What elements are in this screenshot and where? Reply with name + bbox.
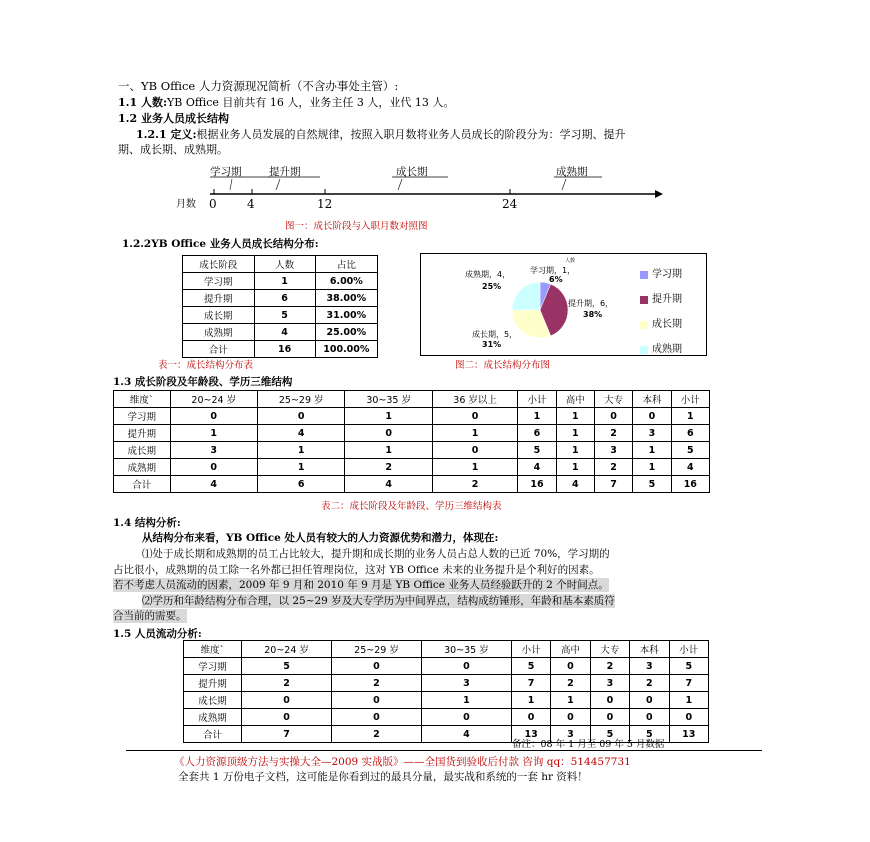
table-row bbox=[114, 425, 710, 442]
table-cell: 5 bbox=[590, 726, 629, 743]
table-cell: 2 bbox=[332, 675, 422, 692]
table-cell: 1 bbox=[551, 692, 590, 709]
section-1-2-1 bbox=[136, 128, 626, 142]
legend-swatch bbox=[640, 346, 648, 354]
table-cell: 1 bbox=[633, 459, 671, 476]
analysis-p1-line2: 占比很小，成熟期的员工除一名外都已担任管理岗位，这对 YB Office 未来的业务提升是个利好的因素。 bbox=[113, 564, 600, 576]
table-cell: 0 bbox=[332, 658, 422, 675]
footer-divider bbox=[126, 750, 762, 751]
table-cell: 4 bbox=[671, 459, 709, 476]
section-1-2-1-label: 1.2.1 定义: bbox=[136, 128, 197, 141]
pie-slice-3 bbox=[512, 282, 540, 310]
table-header-cell: 维度` bbox=[184, 641, 242, 658]
table-row bbox=[183, 273, 378, 290]
analysis-p1-line3: 若不考虑人员流动的因素，2009 年 9 月和 2010 年 9 月是 YB Office 业务人员经验跃升的 2 个时间点。 bbox=[113, 579, 609, 591]
table-row bbox=[184, 692, 709, 709]
table-1-caption: 表一：成长结构分布表 bbox=[158, 360, 254, 371]
table-cell: 4 bbox=[254, 324, 315, 341]
table-cell: 学习期 bbox=[184, 658, 242, 675]
section-1-2-1-text: 根据业务人员发展的自然规律，按照入职月数将业务人员成长的阶段分为：学习期、提升 bbox=[196, 128, 626, 141]
table-cell: 16 bbox=[254, 341, 315, 358]
table-cell: 1 bbox=[432, 425, 517, 442]
table-cell: 13 bbox=[669, 726, 709, 743]
table-cell: 1 bbox=[556, 408, 594, 425]
table-cell: 0 bbox=[432, 408, 517, 425]
timeline-stage-promote: 提升期 bbox=[269, 166, 301, 178]
pie-pct-study: 6% bbox=[549, 275, 563, 284]
footer-description: 全套共 1 万份电子文档，这可能是你看到过的最具分量，最实战和系统的一套 hr 资料！ bbox=[178, 771, 588, 783]
timeline-tick-label: 12 bbox=[317, 197, 333, 211]
table-cell: 0 bbox=[421, 709, 511, 726]
table-cell: 0 bbox=[590, 709, 629, 726]
table-cell: 成长期 bbox=[114, 442, 171, 459]
table-cell: 1 bbox=[518, 408, 556, 425]
table-cell: 7 bbox=[669, 675, 709, 692]
timeline-tick-label: 0 bbox=[209, 197, 217, 211]
table-cell: 7 bbox=[242, 726, 332, 743]
table-row bbox=[183, 290, 378, 307]
analysis-p2-line1: ⑵学历和年龄结构分布合理，以 25~29 岁及大专学历为中间界点，结构成纺锤形，年龄和基本素质符 bbox=[142, 595, 615, 607]
table-cell: 16 bbox=[518, 476, 556, 493]
table-header-cell: 小计 bbox=[669, 641, 709, 658]
table-cell: 学习期 bbox=[183, 273, 255, 290]
table-cell: 0 bbox=[257, 408, 344, 425]
table-cell: 2 bbox=[590, 658, 629, 675]
pie-label-promote: 提升期，6， bbox=[568, 299, 614, 308]
timeline-stage-study: 学习期 bbox=[210, 166, 242, 178]
staff-turnover-table bbox=[183, 640, 709, 743]
table-cell: 2 bbox=[594, 459, 632, 476]
table-2-caption: 表二：成长阶段及年龄段、学历三维结构表 bbox=[321, 501, 502, 512]
table-cell: 38.00% bbox=[315, 290, 377, 307]
table-header-cell: 20~24 岁 bbox=[242, 641, 332, 658]
table-header-row bbox=[183, 256, 378, 273]
table-cell: 5 bbox=[254, 307, 315, 324]
table-header-cell: 小计 bbox=[671, 391, 709, 408]
table-header-cell: 30~35 岁 bbox=[345, 391, 432, 408]
table-cell: 0 bbox=[590, 692, 629, 709]
table-cell: 1 bbox=[633, 442, 671, 459]
table-cell: 0 bbox=[432, 442, 517, 459]
table-row bbox=[183, 324, 378, 341]
section-1-4-heading: 1.4 结构分析: bbox=[113, 517, 181, 529]
table-cell: 0 bbox=[551, 709, 590, 726]
table-cell: 3 bbox=[630, 658, 669, 675]
table-cell: 0 bbox=[630, 692, 669, 709]
pie-label-mature: 成熟期，4， bbox=[465, 270, 511, 279]
table-cell: 1 bbox=[556, 459, 594, 476]
table-cell: 提升期 bbox=[114, 425, 171, 442]
table-cell: 1 bbox=[254, 273, 315, 290]
table-cell: 合计 bbox=[114, 476, 171, 493]
table-cell: 2 bbox=[332, 726, 422, 743]
table-header-cell: 占比 bbox=[315, 256, 377, 273]
table-cell: 4 bbox=[257, 425, 344, 442]
table-cell: 6 bbox=[671, 425, 709, 442]
three-dimension-table bbox=[113, 390, 710, 493]
pie-pct-mature: 25% bbox=[482, 282, 502, 291]
table-cell: 2 bbox=[594, 425, 632, 442]
table-cell: 5 bbox=[511, 658, 550, 675]
table-header-cell: 30~35 岁 bbox=[421, 641, 511, 658]
table-cell: 5 bbox=[671, 442, 709, 459]
table-cell: 合计 bbox=[184, 726, 242, 743]
timeline-stage-mature: 成熟期 bbox=[556, 166, 588, 178]
section-1-5-heading: 1.5 人员流动分析: bbox=[113, 628, 202, 640]
figure-1-caption: 图一：成长阶段与入职月数对照图 bbox=[285, 221, 428, 232]
table-cell: 1 bbox=[257, 442, 344, 459]
pie-label-grow: 成长期，5， bbox=[472, 330, 518, 339]
section-1-1 bbox=[118, 96, 454, 110]
section-1-2-2-heading: 1.2.2YB Office 业务人员成长结构分布: bbox=[122, 238, 319, 250]
table-cell: 1 bbox=[669, 692, 709, 709]
table-cell: 2 bbox=[242, 675, 332, 692]
table-cell: 7 bbox=[511, 675, 550, 692]
timeline-stage-grow: 成长期 bbox=[396, 166, 428, 178]
stage-pointer bbox=[562, 179, 566, 190]
table-cell: 31.00% bbox=[315, 307, 377, 324]
table-cell: 提升期 bbox=[184, 675, 242, 692]
table-header-cell: 大专 bbox=[594, 391, 632, 408]
pie-pct-grow: 31% bbox=[482, 340, 502, 349]
table-row bbox=[184, 709, 709, 726]
table-cell: 1 bbox=[421, 692, 511, 709]
table-cell: 成熟期 bbox=[184, 709, 242, 726]
legend-label: 学习期 bbox=[652, 269, 682, 280]
table-cell: 5 bbox=[633, 476, 671, 493]
legend-swatch bbox=[640, 271, 648, 279]
table-cell: 4 bbox=[421, 726, 511, 743]
figure-2-caption: 图二：成长结构分布图 bbox=[455, 360, 551, 371]
table-cell: 7 bbox=[594, 476, 632, 493]
table-cell: 合计 bbox=[183, 341, 255, 358]
stage-pointer bbox=[276, 179, 280, 190]
table-header-row bbox=[114, 391, 710, 408]
stage-pointer bbox=[398, 179, 402, 190]
section-1-1-label: 1.1 人数: bbox=[118, 96, 168, 109]
table-header-row bbox=[184, 641, 709, 658]
table-cell: 5 bbox=[669, 658, 709, 675]
table-header-cell: 20~24 岁 bbox=[170, 391, 257, 408]
pie-label-study: 学习期，1， bbox=[530, 266, 576, 275]
table-cell: 6 bbox=[254, 290, 315, 307]
pie-legend bbox=[640, 262, 682, 362]
legend-item-grow bbox=[640, 312, 682, 337]
table-cell: 0 bbox=[630, 709, 669, 726]
table-cell: 成长期 bbox=[184, 692, 242, 709]
timeline-arrow-icon bbox=[655, 190, 663, 198]
table-cell: 1 bbox=[432, 459, 517, 476]
table-cell: 16 bbox=[671, 476, 709, 493]
legend-label: 成长期 bbox=[652, 319, 682, 330]
timeline-tick-label: 4 bbox=[247, 197, 255, 211]
table-cell: 成长期 bbox=[183, 307, 255, 324]
table-cell: 0 bbox=[242, 692, 332, 709]
table-cell: 提升期 bbox=[183, 290, 255, 307]
legend-item-promote bbox=[640, 287, 682, 312]
table-cell: 1 bbox=[345, 442, 432, 459]
table-cell: 6 bbox=[257, 476, 344, 493]
table-cell: 2 bbox=[551, 675, 590, 692]
table-header-cell: 大专 bbox=[590, 641, 629, 658]
table-cell: 4 bbox=[556, 476, 594, 493]
table-header-cell: 高中 bbox=[551, 641, 590, 658]
table-row bbox=[184, 675, 709, 692]
table-cell: 5 bbox=[630, 726, 669, 743]
table-cell: 0 bbox=[170, 459, 257, 476]
table-cell: 1 bbox=[345, 408, 432, 425]
footer-ad-line: 《人力资源顶级方法与实操大全—2009 实战版》——全国货到验收后付款 咨询 qq：514457731 bbox=[174, 756, 631, 768]
table-cell: 3 bbox=[551, 726, 590, 743]
table-cell: 3 bbox=[170, 442, 257, 459]
table-row bbox=[114, 442, 710, 459]
table-header-cell: 成长阶段 bbox=[183, 256, 255, 273]
table-cell: 0 bbox=[332, 709, 422, 726]
table-header-cell: 25~29 岁 bbox=[257, 391, 344, 408]
table-cell: 0 bbox=[594, 408, 632, 425]
legend-label: 成熟期 bbox=[652, 344, 682, 355]
growth-structure-table bbox=[182, 255, 378, 358]
table-header-cell: 小计 bbox=[518, 391, 556, 408]
table-cell: 学习期 bbox=[114, 408, 171, 425]
table-row bbox=[114, 408, 710, 425]
analysis-lead: 从结构分布来看，YB Office 处人员有较大的人力资源优势和潜力，体现在: bbox=[142, 532, 499, 544]
table-cell: 0 bbox=[511, 709, 550, 726]
table-cell: 0 bbox=[345, 425, 432, 442]
table-cell: 1 bbox=[257, 459, 344, 476]
timeline-axis-label: 月数 bbox=[176, 199, 196, 210]
legend-item-study bbox=[640, 262, 682, 287]
table-cell: 4 bbox=[345, 476, 432, 493]
table-header-cell: 人数 bbox=[254, 256, 315, 273]
table-header-cell: 高中 bbox=[556, 391, 594, 408]
timeline-tick-label: 24 bbox=[502, 197, 518, 211]
table-cell: 1 bbox=[511, 692, 550, 709]
table-cell: 5 bbox=[242, 658, 332, 675]
table-cell: 0 bbox=[242, 709, 332, 726]
legend-label: 提升期 bbox=[652, 294, 682, 305]
table-cell: 3 bbox=[590, 675, 629, 692]
table-row bbox=[183, 307, 378, 324]
table-cell: 5 bbox=[518, 442, 556, 459]
table-cell: 1 bbox=[556, 442, 594, 459]
legend-item-mature bbox=[640, 337, 682, 362]
table-header-cell: 本科 bbox=[630, 641, 669, 658]
table-row bbox=[114, 476, 710, 493]
legend-swatch bbox=[640, 296, 648, 304]
table-cell: 4 bbox=[518, 459, 556, 476]
section-1-2-heading: 1.2 业务人员成长结构 bbox=[118, 112, 229, 125]
table-cell: 成熟期 bbox=[114, 459, 171, 476]
table-cell: 1 bbox=[170, 425, 257, 442]
section-1-2-1-text-2: 期、成长期、成熟期。 bbox=[118, 143, 228, 156]
table-row bbox=[184, 658, 709, 675]
table-row bbox=[114, 459, 710, 476]
pie-label-small: 人数 bbox=[565, 258, 576, 264]
table-cell: 4 bbox=[170, 476, 257, 493]
table-cell: 1 bbox=[556, 425, 594, 442]
main-heading: 一、YB Office 人力资源现况简析（不含办事处主管）: bbox=[118, 79, 399, 93]
table-header-cell: 小计 bbox=[511, 641, 550, 658]
table-cell: 0 bbox=[332, 692, 422, 709]
section-1-3-heading: 1.3 成长阶段及年龄段、学历三维结构 bbox=[113, 376, 293, 388]
table-cell: 1 bbox=[671, 408, 709, 425]
table-cell: 成熟期 bbox=[183, 324, 255, 341]
analysis-p2-line2: 合当前的需要。 bbox=[113, 610, 187, 622]
table-cell: 6 bbox=[518, 425, 556, 442]
table-cell: 2 bbox=[630, 675, 669, 692]
section-1-1-text: YB Office 目前共有 16 人，业务主任 3 人，业代 13 人。 bbox=[167, 96, 455, 109]
table-cell: 2 bbox=[432, 476, 517, 493]
pie-pct-promote: 38% bbox=[583, 310, 603, 319]
table-cell: 0 bbox=[633, 408, 671, 425]
table-cell: 3 bbox=[421, 675, 511, 692]
table-cell: 13 bbox=[511, 726, 550, 743]
table-header-cell: 36 岁以上 bbox=[432, 391, 517, 408]
table-header-cell: 维度` bbox=[114, 391, 171, 408]
table-cell: 3 bbox=[633, 425, 671, 442]
legend-swatch bbox=[640, 321, 648, 329]
table-cell: 100.00% bbox=[315, 341, 377, 358]
table-cell: 25.00% bbox=[315, 324, 377, 341]
table-cell: 2 bbox=[345, 459, 432, 476]
table-cell: 0 bbox=[421, 658, 511, 675]
table-cell: 0 bbox=[669, 709, 709, 726]
table-cell: 0 bbox=[170, 408, 257, 425]
analysis-p1-line1: ⑴处于成长期和成熟期的员工占比较大，提升期和成长期的业务人员占总人数的已近 70%，学习期的 bbox=[142, 548, 610, 560]
table-cell: 0 bbox=[551, 658, 590, 675]
table-header-cell: 25~29 岁 bbox=[332, 641, 422, 658]
table-3-note: 备注：08 年 1 月至 09 年 5 月数据 bbox=[512, 739, 665, 750]
table-cell: 3 bbox=[594, 442, 632, 459]
table-row bbox=[183, 341, 378, 358]
table-header-cell: 本科 bbox=[633, 391, 671, 408]
table-cell: 6.00% bbox=[315, 273, 377, 290]
stage-pointer bbox=[230, 179, 232, 190]
